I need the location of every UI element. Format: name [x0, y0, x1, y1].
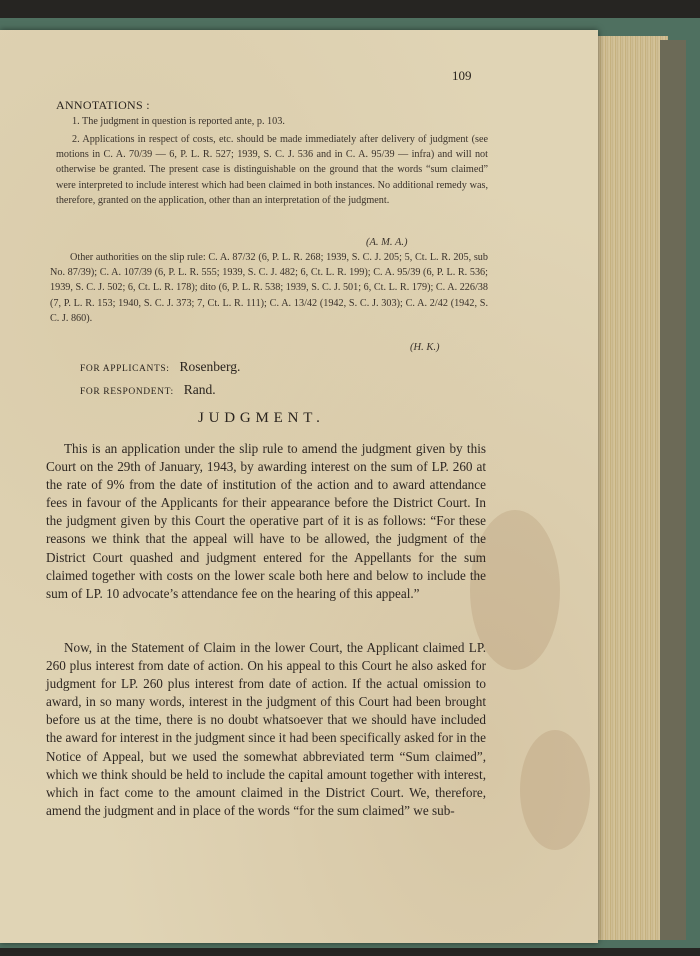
annotations-heading: ANNOTATIONS :	[56, 98, 150, 112]
annotation-note-2: 2. Applications in respect of costs, etc. should be made immediately after delivery of judgment (see motions in C. A. 70/39 — 6, P. L. R. 527; 1939, S. C. J. 536 and in C. A. 95/39 — infra) and will not otherwise be granted. The present case is distinguishable on the ground that the words “sum claimed” were interpreted to include interest which had been claimed in both instances. No additional remedy was, therefore, granted on the application, other than an interpretation of the judgment.	[56, 134, 488, 206]
judgment-title: JUDGMENT.	[198, 410, 325, 426]
counsel-applicants	[80, 358, 240, 376]
paper-stain	[520, 730, 590, 850]
other-authorities: Other authorities on the slip rule: C. A. 87/32 (6, P. L. R. 268; 1939, S. C. J. 205; 5, Ct. L. R. 205, sub No. 87/39); C. A. 107/39 (6, P. L. R. 555; 1939, S. C. J. 482; 6, Ct. L. R. 199); C. A. 95/39 (6, P. L. R. 536; 1939, S. C. J. 502; 6, Ct. L. R. 178); dito (6, P. L. R. 538; 1939, S. C. J. 501; 6, Ct. L. R. 179); C. A. 226/38 (7, P. L. R. 153; 1940, S. C. J. 373; 7, Ct. L. R. 111); C. A. 13/42 (1942, S. C. J. 303); C. A. 2/42 (1942, S. C. J. 860).	[50, 252, 488, 324]
annotation-note-1: 1. The judgment in question is reported ante, p. 103.	[72, 116, 285, 127]
counsel-name: Rosenberg.	[179, 359, 241, 374]
page-edges	[596, 36, 668, 940]
counsel-label: FOR RESPONDENT:	[80, 387, 174, 397]
annotation-signature: (H. K.)	[410, 342, 440, 353]
page-number: 109	[452, 68, 472, 83]
annotation-signature: (A. M. A.)	[366, 237, 408, 248]
book-spine-edge	[660, 40, 686, 940]
judgment-paragraph: This is an application under the slip rule to amend the judgment given by this Court on the 29th of January, 1943, by awarding interest on the sum of LP. 260 at the rate of 9% from the date of institution of the action and to award attendance fees in favour of the Applicants for their appearance before the District Court. In the judgment given by this Court the operative part of it is as follows: “For these reasons we think that the appeal will have to be allowed, the judgment of the District Court quashed and judgment entered for the Appellants for the sum claimed together with costs on the lower scale both here and below to include the sum of LP. 10 advocate’s attendance fee on the hearing of this appeal.”	[46, 441, 486, 601]
counsel-name: Rand.	[183, 382, 216, 397]
counsel-respondent	[80, 381, 216, 399]
counsel-label: FOR APPLICANTS:	[80, 364, 170, 374]
judgment-paragraph: Now, in the Statement of Claim in the lower Court, the Applicant claimed LP. 260 plus interest from date of action. On his appeal to this Court he also asked for judgment for LP. 260 plus interest from date of action. If the actual omission to award, in so many words, interest in the judgment of this Court had been brought before us at the time, there is no doubt whatsoever that we should have included the award for interest in the judgment since it had been specifically asked for in the Notice of Appeal, but we used the somewhat abbreviated term “Sum claimed”, which we think should be held to include the capital amount together with interest, which in fact come to the amount claimed in the District Court. We, therefore, amend the judgment and in place of the words “for the sum claimed” we sub-	[46, 640, 486, 818]
